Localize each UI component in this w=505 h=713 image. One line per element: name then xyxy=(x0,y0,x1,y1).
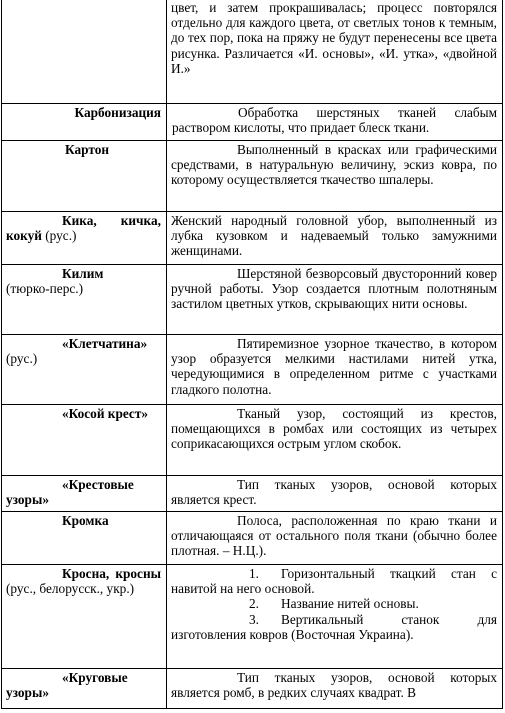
term-text: Кромка xyxy=(62,513,109,528)
definition-text: Тип тканых узоров, основой которых является крест. xyxy=(171,477,497,508)
term-note: (тюрко-перс.) xyxy=(6,281,84,297)
table-row xyxy=(2,669,503,709)
definition-cell xyxy=(167,141,503,212)
term-cell xyxy=(2,141,167,212)
table-row xyxy=(2,212,503,265)
term-text: Кросна, кросны xyxy=(62,566,161,581)
term-cell xyxy=(2,565,167,669)
table-row xyxy=(2,476,503,512)
term-note: (рус.) xyxy=(45,228,77,244)
list-number: 2. xyxy=(249,596,259,612)
list-number: 1. xyxy=(249,566,259,581)
definition-cell xyxy=(167,669,503,709)
definition-cell xyxy=(167,512,503,565)
definition-cell xyxy=(167,335,503,405)
definition-text: Шерстяной безворсовый двусторонний ковер ручной работы. Узор создается плотным полотняным застилом цветных утков, скрывающих нити основы. xyxy=(171,266,497,312)
term-text: «Клетчатина» xyxy=(62,336,148,351)
definition-cell xyxy=(167,265,503,335)
table-row xyxy=(2,265,503,335)
definition-text: Тип тканых узоров, основой которых является ромб, в редких случаях квадрат. В xyxy=(171,670,497,701)
definition-text: цвет, и затем прокрашивалась; процесс повторялся отдельно для каждого цвета, от светлых тонов к темным, до тех пор, пока на пряжу не будут перенесены все цвета рисунка. Различается «И. основы», «И. утка», «двойной И.» xyxy=(171,0,497,76)
definition-text: Женский народный головной убор, выполненный из лубка кузовком и надеваемый только замужними женщинами. xyxy=(171,213,497,259)
list-text: Горизонтальный ткацкий стан с навитой на него основой. xyxy=(171,566,497,597)
term-cell xyxy=(2,104,167,141)
term-text: «Круговые узоры» xyxy=(6,670,128,701)
list-item xyxy=(171,566,497,596)
table-row xyxy=(2,565,503,669)
term-cell xyxy=(2,0,167,104)
term-cell xyxy=(2,265,167,335)
definition-text: Полоса, расположенная по краю ткани и отличающаяся от остального поля ткани (обычно более плотная. – Н.Ц.). xyxy=(171,513,497,559)
term-text: Картон xyxy=(65,142,110,157)
definition-cell xyxy=(167,212,503,265)
table-row xyxy=(2,512,503,565)
term-text: Килим xyxy=(62,266,104,281)
glossary-table xyxy=(1,0,503,709)
list-item xyxy=(171,612,497,642)
list-number: 3. xyxy=(249,611,259,627)
table-row xyxy=(2,405,503,476)
definition-cell xyxy=(167,104,503,141)
term-note: (рус., белорусск., укр.) xyxy=(6,581,135,597)
list-text: Вертикальный станок для изготовления ковров (Восточная Украина). xyxy=(171,611,497,642)
definition-list xyxy=(167,565,503,669)
term-cell xyxy=(2,405,167,476)
term-text: Кика, кичка, кокуй xyxy=(6,213,161,244)
definition-cell xyxy=(167,476,503,512)
term-cell xyxy=(2,512,167,565)
term-text: «Косой крест» xyxy=(62,406,149,421)
term-cell xyxy=(2,476,167,512)
term-cell xyxy=(2,335,167,405)
definition-cell xyxy=(167,0,503,104)
definition-text: Выполненный в красках или графическими средствами, в натуральную величину, эскиз ковра, по которому осуществляется ткачество шпалеры. xyxy=(171,142,497,188)
table-row xyxy=(2,0,503,104)
term-cell xyxy=(2,669,167,709)
definition-text: Пятиремизное узорное ткачество, в котором узор образуется мелкими настилами нитей утка, чередующимися в определенном ритме с участками гладкого полотна. xyxy=(171,336,497,397)
term-text: «Крестовые узоры» xyxy=(6,477,134,508)
term-cell xyxy=(2,212,167,265)
list-text: Название нитей основы. xyxy=(281,596,419,612)
table-row xyxy=(2,335,503,405)
term-note: (рус.) xyxy=(6,351,38,367)
definition-text: Обработка шерстяных тканей слабым раствором кислоты, что придает блеск ткани. xyxy=(172,105,497,136)
definition-text: Тканый узор, состоящий из крестов, помещающихся в ромбах или состоящих из четырех соприкасающихся острым углом скобок. xyxy=(171,406,497,452)
table-row xyxy=(2,141,503,212)
list-item xyxy=(171,596,497,611)
definition-cell xyxy=(167,405,503,476)
table-row xyxy=(2,104,503,141)
term-text: Карбонизация xyxy=(74,105,161,120)
